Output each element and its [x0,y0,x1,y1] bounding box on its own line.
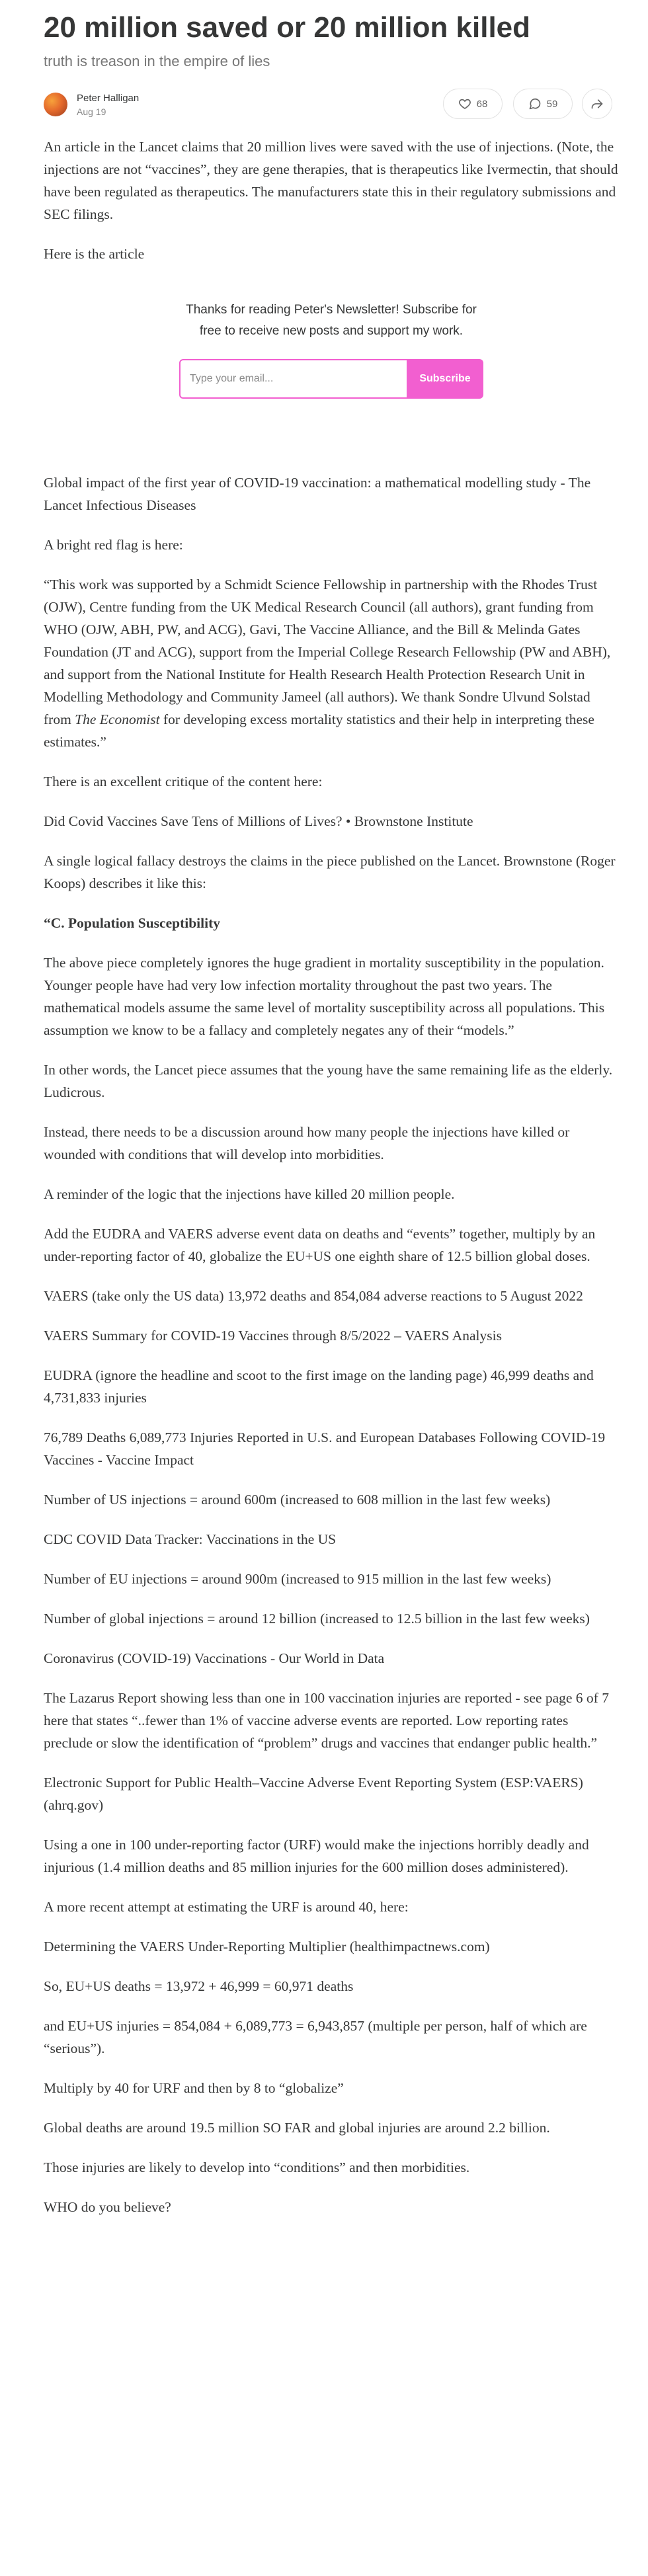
share-button[interactable] [582,89,612,119]
paragraph: An article in the Lancet claims that 20 million lives were saved with the use of injections. (Note, the injections are not “vaccines”, they are gene therapies, that is therapeutics like Ivermectin, that should have been regulated as therapeutics. The manufacturers state this in their regulatory submissions and SEC filings. [44,139,618,222]
post-body [44,136,619,2235]
lancet-article-link[interactable]: Global impact of the first year of COVID-19 vaccination: a mathematical modelling study - The Lancet Infectious Diseases [44,475,591,513]
paragraph: EUDRA (ignore the headline and scoot to the first image on the landing page) 46,999 deaths and 4,731,833 injuries [44,1367,594,1406]
vaccine-impact-link[interactable]: 76,789 Deaths 6,089,773 Injuries Reported in U.S. and European Databases Following COVID-19 Vaccines - Vaccine Impact [44,1429,606,1468]
like-button[interactable] [443,89,503,119]
paragraph: WHO do you believe? [44,2199,171,2215]
paragraph: Number of EU injections = around 900m (increased to 915 million in the last few weeks) [44,1571,551,1587]
subscribe-text: Thanks for reading Peter's Newsletter! Subscribe for free to receive new posts and support my work. [186,303,477,338]
paragraph: A single logical fallacy destroys the claims in the piece published on the Lancet. Brownstone (Roger Koops) describes it like this: [44,853,616,891]
post-date: Aug 19 [77,106,106,117]
paragraph: Number of US injections = around 600m (increased to 608 million in the last few weeks) [44,1492,551,1508]
subscribe-button[interactable]: Subscribe [407,359,483,399]
owid-link[interactable]: Coronavirus (COVID-19) Vaccinations - Our World in Data [44,1650,385,1666]
quote-text: for developing excess mortality statistics and their help in interpreting these estimates.” [44,711,594,750]
author-name[interactable]: Peter Halligan [77,93,140,104]
paragraph: A bright red flag is here: [44,537,183,553]
vaers-summary-link[interactable]: VAERS Summary for COVID-19 Vaccines through 8/5/2022 – VAERS Analysis [44,1328,502,1344]
subscribe-widget [179,300,483,399]
comment-bubble-icon [528,97,542,110]
paragraph: Instead, there needs to be a discussion around how many people the injections have killed or wounded with conditions that will develop into morbidities. [44,1124,570,1162]
paragraph: Here is the article [44,246,145,262]
paragraph: and EU+US injuries = 854,084 + 6,089,773 = 6,943,857 (multiple per person, half of which are “serious”). [44,2018,587,2056]
author-avatar[interactable] [44,93,67,116]
subscribe-form [179,359,483,399]
like-count: 68 [476,98,488,110]
post-title: 20 million saved or 20 million killed [44,11,531,44]
paragraph: The above piece completely ignores the huge gradient in mortality susceptibility in the population. Younger people have had very low infection mortality throughout the past two years. The mathematical models assume the same level of mortality susceptibility across all populations. This assumption we know to be a fallacy and completely negates any of their “models.” [44,955,605,1038]
share-arrow-icon [590,97,604,110]
paragraph: Number of global injections = around 12 billion (increased to 12.5 billion in the last few weeks) [44,1611,590,1627]
paragraph: Multiply by 40 for URF and then by 8 to “globalize” [44,2080,344,2096]
quote-text: “This work was supported by a Schmidt Science Fellowship in partnership with the Rhodes Trust (OJW), Centre funding from the UK Medical Research Council (all authors), grant funding from WHO (OJW, ABH, PW, and ACG), Gavi, The Vaccine Alliance, and the Bill & Melinda Gates Foundation (JT and ACG), support from the Imperial College Research Fellowship (PW and ABH), and support from the National Institute for Health Research Health Protection Research Unit in Modelling Methodology and Community Jameel (all authors). We thank Sondre Ulvund Solstad from [44,577,611,727]
paragraph: Using a one in 100 under-reporting factor (URF) would make the injections horribly deadly and injurious (1.4 million deaths and 85 million injuries for the 600 million doses administered). [44,1837,589,1875]
comment-count: 59 [546,98,558,110]
section-heading: “C. Population Susceptibility [44,915,221,931]
esp-vaers-link[interactable]: Electronic Support for Public Health–Vaccine Adverse Event Reporting System (ESP:VAERS) (ahrq.gov) [44,1775,583,1813]
paragraph: The Lazarus Report showing less than one in 100 vaccination injuries are reported - see page 6 of 7 here that states “..fewer than 1% of vaccine adverse events are reported. Low reporting rates preclude or slow the identification of “problem” drugs and vaccines that endanger public health.” [44,1690,609,1751]
paragraph: Those injuries are likely to develop into “conditions” and then morbidities. [44,2159,470,2175]
paragraph: In other words, the Lancet piece assumes that the young have the same remaining life as the elderly. Ludicrous. [44,1062,613,1100]
paragraph: Add the EUDRA and VAERS adverse event data on deaths and “events” together, multiply by an under-reporting factor of 40, globalize the EU+US one eighth share of 12.5 billion global doses. [44,1226,596,1264]
paragraph: So, EU+US deaths = 13,972 + 46,999 = 60,971 deaths [44,1978,354,1994]
cdc-tracker-link[interactable]: CDC COVID Data Tracker: Vaccinations in the US [44,1531,337,1547]
paragraph: A reminder of the logic that the injections have killed 20 million people. [44,1186,455,1202]
post-subtitle: truth is treason in the empire of lies [44,53,270,69]
heart-icon [458,97,471,110]
email-input[interactable] [179,359,407,399]
comment-button[interactable] [513,89,573,119]
quote-italic: The Economist [75,711,160,727]
brownstone-link[interactable]: Did Covid Vaccines Save Tens of Millions of Lives? • Brownstone Institute [44,813,473,829]
funding-quote [44,573,619,753]
multiplier-link[interactable]: Determining the VAERS Under-Reporting Multiplier (healthimpactnews.com) [44,1939,490,1954]
paragraph: There is an excellent critique of the content here: [44,774,323,789]
paragraph: VAERS (take only the US data) 13,972 deaths and 854,084 adverse reactions to 5 August 2022 [44,1288,583,1304]
paragraph: Global deaths are around 19.5 million SO FAR and global injuries are around 2.2 billion. [44,2120,550,2136]
paragraph: A more recent attempt at estimating the URF is around 40, here: [44,1899,409,1915]
